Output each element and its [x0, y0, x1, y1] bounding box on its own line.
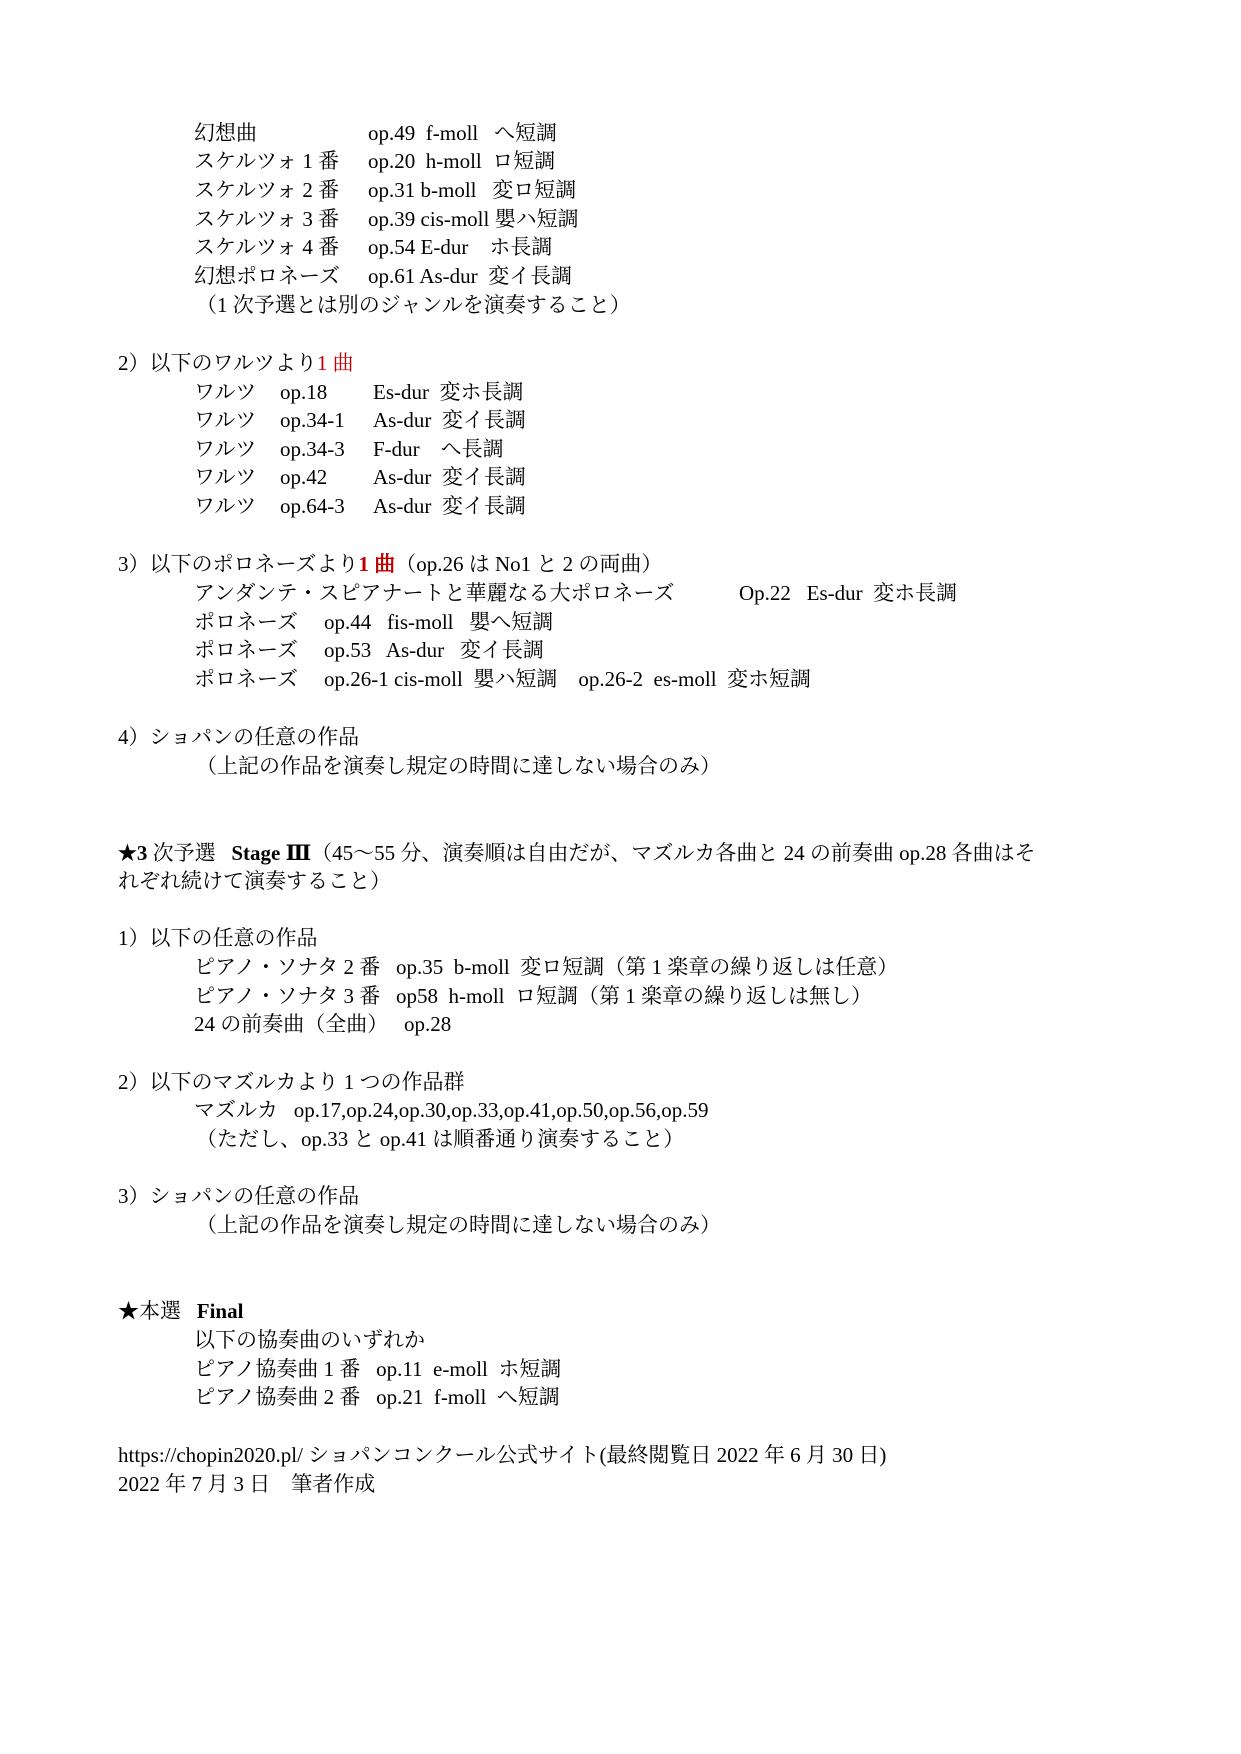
- final-title: [118, 1298, 243, 1324]
- work-row: [194, 234, 552, 260]
- polonaise-row: [194, 637, 544, 663]
- polonaise-name: ポロネーズ: [194, 610, 298, 634]
- final-item: 以下の協奏曲のいずれか: [194, 1328, 425, 1352]
- polonaise-name: ポロネーズ: [194, 638, 298, 662]
- final-item: ピアノ協奏曲 2 番 op.21 f-moll へ短調: [194, 1385, 560, 1409]
- stage3-label: 次予選: [152, 841, 216, 865]
- final-label: ★本選: [118, 1299, 181, 1323]
- polonaise-spec: op.44 fis-moll 嬰へ短調: [324, 610, 554, 634]
- polonaise-spec: op.53 As-dur 変イ長調: [324, 638, 544, 662]
- stage3-number: 3: [136, 841, 148, 865]
- waltz-heading: [118, 350, 354, 376]
- stage3-section3-heading: 3）ショパンの任意の作品: [118, 1184, 360, 1208]
- any-work-heading: 4）ショパンの任意の作品: [118, 725, 360, 749]
- polonaise-spec: op.26-1 cis-moll 嬰ハ短調 op.26-2 es-moll 変ホ短調: [324, 667, 812, 691]
- polonaise-row: [194, 666, 811, 692]
- polonaise-heading-text: 3）以下のポロネーズより: [118, 552, 359, 576]
- stage3-description-cont: れぞれ続けて演奏すること）: [118, 869, 391, 893]
- waltz-row: [194, 436, 504, 462]
- waltz-heading-text: 2）以下のワルツより: [118, 351, 317, 375]
- waltz-key: As-dur 変イ長調: [373, 494, 526, 518]
- stage3-section3-note: （上記の作品を演奏し規定の時間に達しない場合のみ）: [196, 1213, 721, 1237]
- mazurka-list: マズルカ op.17,op.24,op.30,op.33,op.41,op.50,op.56,op.59: [194, 1098, 709, 1122]
- mazurka-note: （ただし、op.33 と op.41 は順番通り演奏すること）: [196, 1127, 685, 1151]
- work-spec: op.31 b-moll 変ロ短調: [368, 178, 577, 202]
- final-item: ピアノ協奏曲 1 番 op.11 e-moll ホ短調: [194, 1357, 562, 1381]
- waltz-op: op.34-3: [280, 437, 345, 461]
- waltz-key: F-dur へ長調: [373, 437, 504, 461]
- work-name: スケルツォ 1 番: [194, 149, 340, 173]
- polonaise-count: 1 曲: [358, 552, 396, 576]
- waltz-op: op.42: [280, 465, 328, 489]
- source-citation: https://chopin2020.pl/ ショパンコンクール公式サイト(最終閲覧日 2022 年 6 月 30 日): [118, 1443, 887, 1467]
- polonaise-heading: [118, 551, 662, 577]
- star-icon: ★: [118, 841, 137, 865]
- stage3-description: （45～55 分、演奏順は自由だが、マズルカ各曲と 24 の前奏曲 op.28 各曲はそ: [311, 841, 1036, 865]
- waltz-key: As-dur 変イ長調: [373, 408, 526, 432]
- waltz-name: ワルツ: [194, 494, 257, 518]
- waltz-key: Es-dur 変ホ長調: [373, 380, 524, 404]
- polonaise-heading-note: （op.26 は No1 と 2 の両曲）: [395, 552, 663, 576]
- work-name: スケルツォ 3 番: [194, 207, 340, 231]
- work-row: [194, 177, 576, 203]
- any-work-note: （上記の作品を演奏し規定の時間に達しない場合のみ）: [196, 754, 721, 778]
- work-name: スケルツォ 4 番: [194, 235, 340, 259]
- grand-polonaise-spec: Op.22 Es-dur 変ホ長調: [739, 581, 958, 605]
- work-row: [194, 120, 557, 146]
- stage3-section1-item: ピアノ・ソナタ 2 番 op.35 b-moll 変ロ短調（第 1 楽章の繰り返しは任意）: [194, 955, 899, 979]
- stage3-section2-heading: 2）以下のマズルカより 1 つの作品群: [118, 1070, 465, 1094]
- work-spec: op.20 h-moll ロ短調: [368, 149, 556, 173]
- work-spec: op.61 As-dur 変イ長調: [368, 264, 573, 288]
- stage3-section1-heading: 1）以下の任意の作品: [118, 926, 318, 950]
- stage3-section1-item: ピアノ・ソナタ 3 番 op58 h-moll ロ短調（第 1 楽章の繰り返しは無し）: [194, 984, 873, 1008]
- work-spec: op.54 E-dur ホ長調: [368, 235, 553, 259]
- stage3-section1-item: 24 の前奏曲（全曲） op.28: [194, 1012, 452, 1036]
- work-spec: op.39 cis-moll 嬰ハ短調: [368, 207, 579, 231]
- work-row: [194, 206, 579, 232]
- waltz-op: op.64-3: [280, 494, 345, 518]
- genre-note: （1 次予選とは別のジャンルを演奏すること）: [196, 293, 631, 317]
- waltz-op: op.18: [280, 380, 328, 404]
- stage3-stage-name: Stage Ⅲ: [231, 841, 312, 865]
- grand-polonaise-title: アンダンテ・スピアナートと華麗なる大ポロネーズ: [194, 581, 675, 605]
- waltz-row: [194, 464, 526, 490]
- waltz-name: ワルツ: [194, 465, 257, 489]
- waltz-row: [194, 407, 526, 433]
- waltz-row: [194, 379, 524, 405]
- final-stage-name: Final: [196, 1299, 244, 1323]
- work-row: [194, 148, 555, 174]
- work-name: スケルツォ 2 番: [194, 178, 340, 202]
- waltz-row: [194, 493, 526, 519]
- work-row: [194, 263, 572, 289]
- polonaise-name: ポロネーズ: [194, 667, 298, 691]
- author-date: 2022 年 7 月 3 日 筆者作成: [118, 1472, 376, 1496]
- work-name: 幻想曲: [194, 121, 257, 145]
- polonaise-row: [194, 609, 553, 635]
- waltz-key: As-dur 変イ長調: [373, 465, 526, 489]
- waltz-count: 1 曲: [316, 351, 354, 375]
- waltz-name: ワルツ: [194, 408, 257, 432]
- work-spec: op.49 f-moll へ短調: [368, 121, 557, 145]
- stage3-title: [118, 840, 1036, 866]
- work-name: 幻想ポロネーズ: [194, 264, 340, 288]
- waltz-name: ワルツ: [194, 380, 257, 404]
- grand-polonaise-row: [194, 580, 957, 606]
- waltz-name: ワルツ: [194, 437, 257, 461]
- waltz-op: op.34-1: [280, 408, 345, 432]
